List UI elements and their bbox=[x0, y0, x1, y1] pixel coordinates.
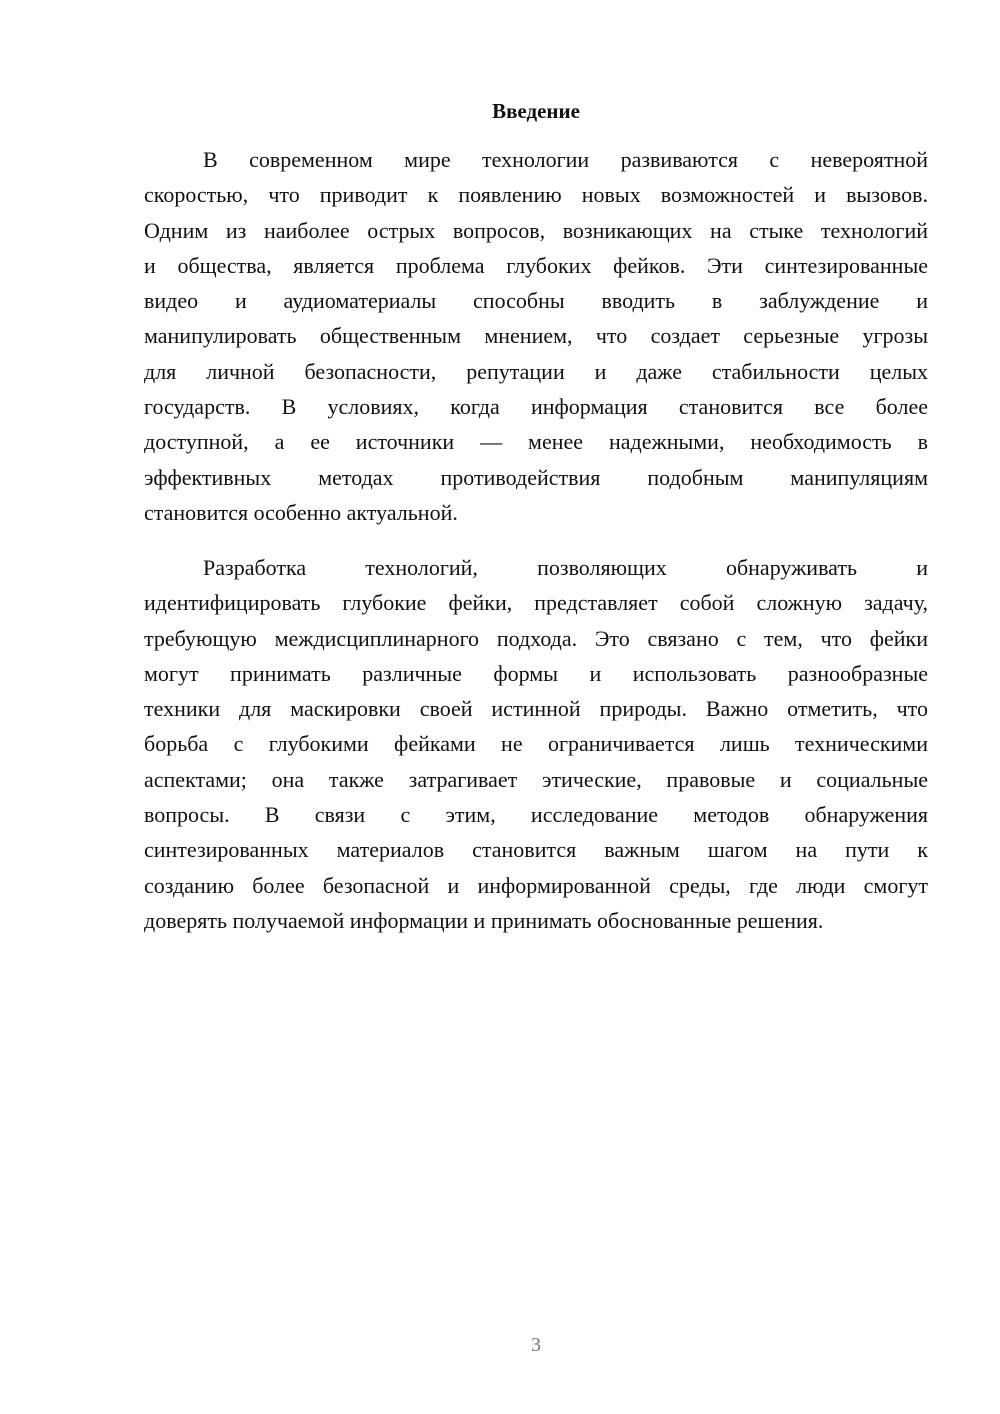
paragraph-line: могут принимать различные формы и использовать разнообразные bbox=[144, 660, 928, 686]
paragraph-line: видео и аудиоматериалы способны вводить в заблуждение и bbox=[144, 288, 928, 314]
paragraph-line: Разработка технологий, позволяющих обнаруживать и bbox=[203, 555, 928, 580]
paragraph-line: доверять получаемой информации и принимать обоснованные решения. bbox=[144, 907, 824, 933]
paragraph-line: синтезированных материалов становится важным шагом на пути к bbox=[144, 837, 928, 863]
paragraph-line: эффективных методах противодействия подобным манипуляциям bbox=[144, 464, 928, 490]
paragraph-line: манипулировать общественным мнением, что создает серьезные угрозы bbox=[144, 323, 928, 349]
paragraph-line: борьба с глубокими фейками не ограничивается лишь техническими bbox=[144, 731, 928, 757]
paragraph-line: аспектами; она также затрагивает этические, правовые и социальные bbox=[144, 766, 928, 792]
paragraph-line: техники для маскировки своей истинной природы. Важно отметить, что bbox=[144, 696, 928, 722]
paragraph-line: В современном мире технологии развиваются с невероятной bbox=[203, 147, 928, 172]
paragraph-line: для личной безопасности, репутации и даже стабильности целых bbox=[144, 358, 928, 384]
paragraph-2 bbox=[144, 550, 928, 938]
paragraph-line: скоростью, что приводит к появлению новых возможностей и вызовов. bbox=[144, 182, 928, 208]
paragraph-line: Одним из наиболее острых вопросов, возникающих на стыке технологий bbox=[144, 217, 928, 243]
paragraph-line: становится особенно актуальной. bbox=[144, 499, 458, 525]
paragraph-line: идентифицировать глубокие фейки, представляет собой сложную задачу, bbox=[144, 590, 928, 616]
paragraph-line: государств. В условиях, когда информация становится все более bbox=[144, 394, 928, 420]
paragraph-line: и общества, является проблема глубоких фейков. Эти синтезированные bbox=[144, 252, 928, 278]
paragraph-1 bbox=[144, 142, 928, 530]
paragraph-line: вопросы. В связи с этим, исследование методов обнаружения bbox=[144, 802, 928, 828]
paragraph-line: созданию более безопасной и информированной среды, где люди смогут bbox=[144, 872, 928, 898]
page-number: 3 bbox=[531, 1334, 541, 1356]
section-title: Введение bbox=[492, 99, 580, 123]
paragraph-line: требующую междисциплинарного подхода. Это связано с тем, что фейки bbox=[144, 625, 928, 651]
paragraph-line: доступной, а ее источники — менее надежными, необходимость в bbox=[144, 429, 928, 455]
